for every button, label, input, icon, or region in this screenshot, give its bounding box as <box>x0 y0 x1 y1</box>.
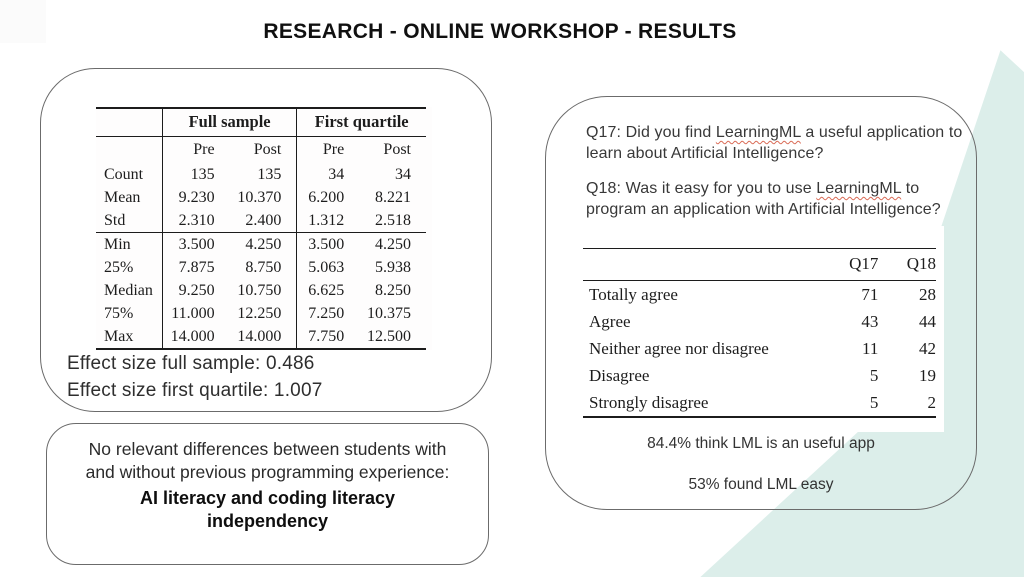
stats-row-value: 2.310 <box>162 209 229 233</box>
stats-row-value: 10.370 <box>237 188 282 206</box>
stats-row-value: 7.750 <box>297 325 359 349</box>
stats-table-row <box>96 163 426 186</box>
stats-row-value: 11.000 <box>162 302 229 325</box>
stats-row-value: 34 <box>297 163 359 186</box>
stats-row-value: 1.312 <box>297 209 359 233</box>
stats-row-value: 14.000 <box>162 325 229 349</box>
stats-table-row <box>96 186 426 209</box>
stats-row-value: 2.400 <box>230 209 297 233</box>
stats-row-value: 9.250 <box>162 279 229 302</box>
likert-table-body <box>583 281 936 418</box>
effect-size-lines <box>67 351 322 405</box>
stats-table-body <box>96 163 426 349</box>
stats-row-label: Mean <box>104 188 141 206</box>
stats-row-value: 6.200 <box>297 186 359 209</box>
likert-header-q17: Q17 <box>821 249 879 281</box>
stats-row-value: 8.250 <box>375 281 411 299</box>
likert-header-row <box>583 249 936 281</box>
stats-subheader-row <box>96 137 426 164</box>
conclusion-text <box>47 438 488 534</box>
likert-row-value: 5 <box>869 365 879 385</box>
likert-row-value: 43 <box>861 311 879 331</box>
likert-row-value: 44 <box>919 311 936 331</box>
stats-table-row <box>96 325 426 349</box>
likert-table-row <box>583 308 936 335</box>
stats-table-head <box>96 108 426 163</box>
question-q17 <box>586 123 968 165</box>
stats-row-value: 5.938 <box>375 258 411 276</box>
stats-table-row <box>96 256 426 279</box>
likert-row-label: Neither agree nor disagree <box>589 338 769 358</box>
stats-row-value: 5.063 <box>297 256 359 279</box>
stats-row-label: 75% <box>104 304 134 322</box>
conclusion-box <box>46 423 489 565</box>
likert-row-value: 11 <box>861 338 879 358</box>
likert-row-label: Strongly disagree <box>589 392 709 412</box>
stats-box <box>40 68 492 412</box>
questions-box <box>545 96 977 510</box>
stats-table-row <box>96 279 426 302</box>
stats-row-value: 34 <box>395 165 411 183</box>
stats-row-label: Max <box>104 327 134 345</box>
stats-table-row <box>96 302 426 325</box>
likert-row-value: 5 <box>869 392 879 412</box>
stats-row-value: 14.000 <box>237 327 282 345</box>
likert-table-row <box>583 362 936 389</box>
likert-header-empty <box>583 249 821 281</box>
likert-table-head <box>583 249 936 281</box>
likert-row-value: 42 <box>919 338 936 358</box>
note-useful-app: 84.4% think LML is an useful app <box>647 435 875 452</box>
likert-row-value: 71 <box>861 284 879 304</box>
stats-row-value: 4.250 <box>375 235 411 253</box>
stats-row-label: Min <box>104 235 131 253</box>
stats-row-value: 9.230 <box>162 186 229 209</box>
q17-prefix: Q17: Did you find <box>586 124 716 141</box>
stats-table-container <box>96 107 432 350</box>
slide-title: RESEARCH - ONLINE WORKSHOP - RESULTS <box>263 20 737 43</box>
stats-subheader-post-q1: Post <box>383 141 411 158</box>
stats-row-value: 7.875 <box>162 256 229 279</box>
stats-table-row <box>96 233 426 257</box>
stats-row-value: 135 <box>257 165 282 183</box>
likert-row-value: 28 <box>919 284 936 304</box>
stats-table <box>96 107 426 350</box>
stats-subheader-empty <box>96 137 162 164</box>
stats-row-value: 10.375 <box>367 304 411 322</box>
stats-row-value: 4.250 <box>245 235 282 253</box>
likert-row-value: 19 <box>919 365 936 385</box>
stats-subheader-pre-q1: Pre <box>297 137 359 164</box>
stats-row-value: 12.250 <box>237 304 282 322</box>
q18-prefix: Q18: Was it easy for you to use <box>586 180 817 197</box>
likert-table-row <box>583 389 936 417</box>
likert-header-q18: Q18 <box>878 249 936 281</box>
conclusion-bold-text: AI literacy and coding literacy independency <box>139 487 396 532</box>
q17-suffix: a useful application to learn about Artificial Intelligence? <box>586 124 963 162</box>
stats-subheader-pre-full: Pre <box>162 137 229 164</box>
stats-row-value: 8.221 <box>375 188 411 206</box>
stats-subheader-post-full: Post <box>253 141 282 158</box>
stats-row-value: 10.750 <box>237 281 282 299</box>
likert-row-label: Agree <box>589 311 631 331</box>
stats-row-label: Count <box>104 165 144 183</box>
q17-app-name: LearningML <box>715 124 801 141</box>
stats-row-value: 6.625 <box>297 279 359 302</box>
likert-row-value: 2 <box>927 392 936 412</box>
stats-group-first-quartile: First quartile <box>297 108 426 137</box>
stats-row-value: 2.518 <box>359 209 426 233</box>
likert-row-label: Disagree <box>589 365 650 385</box>
stats-row-value: 7.250 <box>297 302 359 325</box>
stats-row-value: 3.500 <box>162 233 229 257</box>
stats-group-full-sample: Full sample <box>162 108 297 137</box>
likert-table <box>583 248 936 418</box>
likert-row-label: Totally agree <box>589 284 678 304</box>
note-found-easy: 53% found LML easy <box>688 476 834 493</box>
likert-table-row <box>583 281 936 309</box>
conclusion-normal-text: No relevant differences between students with and without previous programming experience: <box>85 439 450 483</box>
stats-row-label: Std <box>96 209 162 233</box>
stats-row-label: 25% <box>104 258 134 276</box>
effect-size-full-sample: Effect size full sample: 0.486 <box>67 353 315 374</box>
stats-corner-cell <box>96 108 162 137</box>
stats-row-value: 3.500 <box>297 233 359 257</box>
q18-app-name: LearningML <box>816 180 902 197</box>
q18-suffix: to program an application with Artificial Intelligence? <box>586 180 941 218</box>
stats-row-value: 135 <box>162 163 229 186</box>
stats-row-value: 12.500 <box>367 327 411 345</box>
stats-group-header-row <box>96 108 426 137</box>
stats-table-row <box>96 209 426 233</box>
question-q18 <box>586 179 968 221</box>
stats-row-label: Median <box>104 281 153 299</box>
likert-table-container <box>579 226 944 432</box>
likert-table-row <box>583 335 936 362</box>
effect-size-first-quartile: Effect size first quartile: 1.007 <box>67 379 323 401</box>
stats-row-value: 8.750 <box>245 258 282 276</box>
